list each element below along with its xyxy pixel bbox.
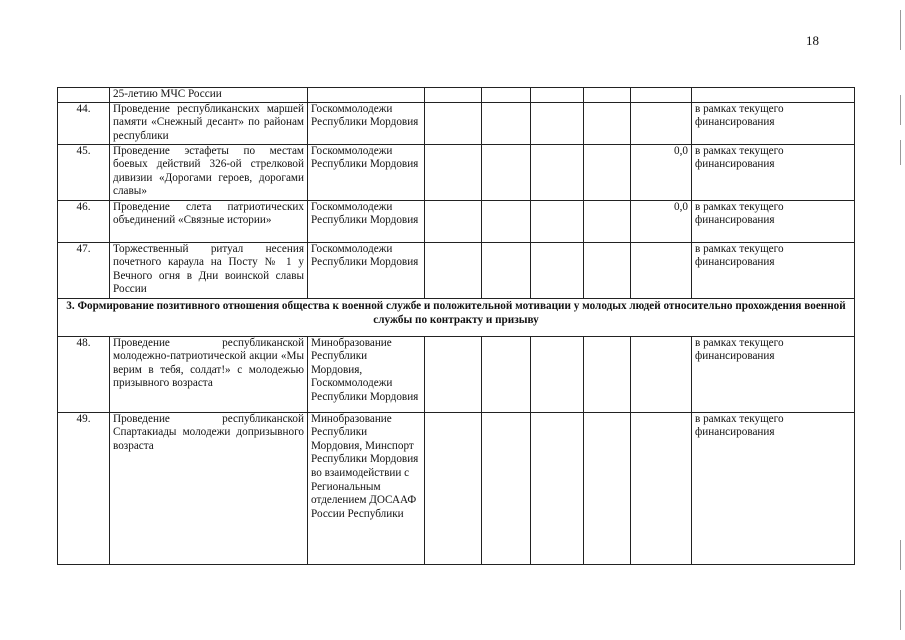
value-cell: 0,0 (631, 200, 692, 242)
funding-note: в рамках текущего финансирования (692, 242, 855, 298)
value-cell (631, 102, 692, 144)
value-cell (482, 88, 531, 103)
value-cell (425, 412, 482, 564)
value-cell (531, 336, 584, 412)
value-cell (631, 412, 692, 564)
value-cell (482, 200, 531, 242)
executor (308, 88, 425, 103)
value-cell (584, 144, 631, 200)
funding-note: в рамках текущего финансирования (692, 102, 855, 144)
executor: Минобразование Республики Мордовия, Минспорт Республики Мордовия во взаимодействии с Региональным отделением ДОСААФ России Республики (308, 412, 425, 564)
scan-mark (900, 540, 901, 570)
funding-note: в рамках текущего финансирования (692, 144, 855, 200)
measure-name: Проведение эстафеты по местам боевых действий 326-ой стрелковой дивизии «Дорогами героев, дорогами славы» (110, 144, 308, 200)
funding-note: в рамках текущего финансирования (692, 200, 855, 242)
executor: Госкоммолодежи Республики Мордовия (308, 242, 425, 298)
scan-mark (900, 10, 901, 50)
scan-margin-marks (893, 0, 901, 640)
scan-mark (900, 95, 901, 125)
value-cell (631, 88, 692, 103)
measures-table (57, 87, 855, 565)
value-cell (425, 88, 482, 103)
measure-name: Проведение республиканских маршей памяти «Снежный десант» по районам республики (110, 102, 308, 144)
value-cell (584, 336, 631, 412)
value-cell (531, 242, 584, 298)
value-cell (531, 412, 584, 564)
table-row (58, 412, 855, 564)
measure-name: 25-летию МЧС России (110, 88, 308, 103)
section-row (58, 298, 855, 336)
measure-name: Проведение слета патриотических объединений «Связные истории» (110, 200, 308, 242)
page-number: 18 (806, 33, 819, 48)
table-row (58, 336, 855, 412)
value-cell (425, 102, 482, 144)
value-cell (482, 242, 531, 298)
scan-mark (900, 140, 901, 165)
value-cell: 0,0 (631, 144, 692, 200)
executor: Госкоммолодежи Республики Мордовия (308, 144, 425, 200)
measure-name: Проведение республиканской Спартакиады молодежи допризывного возраста (110, 412, 308, 564)
executor: Госкоммолодежи Республики Мордовия (308, 102, 425, 144)
value-cell (482, 336, 531, 412)
measure-name: Проведение республиканской молодежно-патриотической акции «Мы верим в тебя, солдат!» с молодежью призывного возраста (110, 336, 308, 412)
value-cell (482, 412, 531, 564)
value-cell (584, 242, 631, 298)
value-cell (631, 336, 692, 412)
executor: Минобразование Республики Мордовия, Госкоммолодежи Республики Мордовия (308, 336, 425, 412)
table-row (58, 242, 855, 298)
value-cell (425, 144, 482, 200)
value-cell (584, 102, 631, 144)
value-cell (584, 88, 631, 103)
row-number: 46. (58, 200, 110, 242)
value-cell (425, 336, 482, 412)
value-cell (531, 144, 584, 200)
row-number: 47. (58, 242, 110, 298)
funding-note: в рамках текущего финансирования (692, 336, 855, 412)
table-row (58, 200, 855, 242)
section-heading: 3. Формирование позитивного отношения общества к военной службе и положительной мотивации у молодых людей относительно прохождения военной службы по контракту и призыву (58, 298, 855, 336)
value-cell (482, 102, 531, 144)
value-cell (425, 242, 482, 298)
row-number: 45. (58, 144, 110, 200)
funding-note: в рамках текущего финансирования (692, 412, 855, 564)
table-row (58, 88, 855, 103)
table-row (58, 144, 855, 200)
measure-name: Торжественный ритуал несения почетного караула на Посту № 1 у Вечного огня в Дни воинской славы России (110, 242, 308, 298)
value-cell (425, 200, 482, 242)
table-row (58, 102, 855, 144)
funding-note (692, 88, 855, 103)
value-cell (531, 88, 584, 103)
value-cell (531, 102, 584, 144)
executor: Госкоммолодежи Республики Мордовия (308, 200, 425, 242)
value-cell (482, 144, 531, 200)
scan-mark (900, 590, 901, 630)
value-cell (631, 242, 692, 298)
value-cell (531, 200, 584, 242)
row-number (58, 88, 110, 103)
value-cell (584, 200, 631, 242)
row-number: 44. (58, 102, 110, 144)
value-cell (584, 412, 631, 564)
row-number: 49. (58, 412, 110, 564)
row-number: 48. (58, 336, 110, 412)
